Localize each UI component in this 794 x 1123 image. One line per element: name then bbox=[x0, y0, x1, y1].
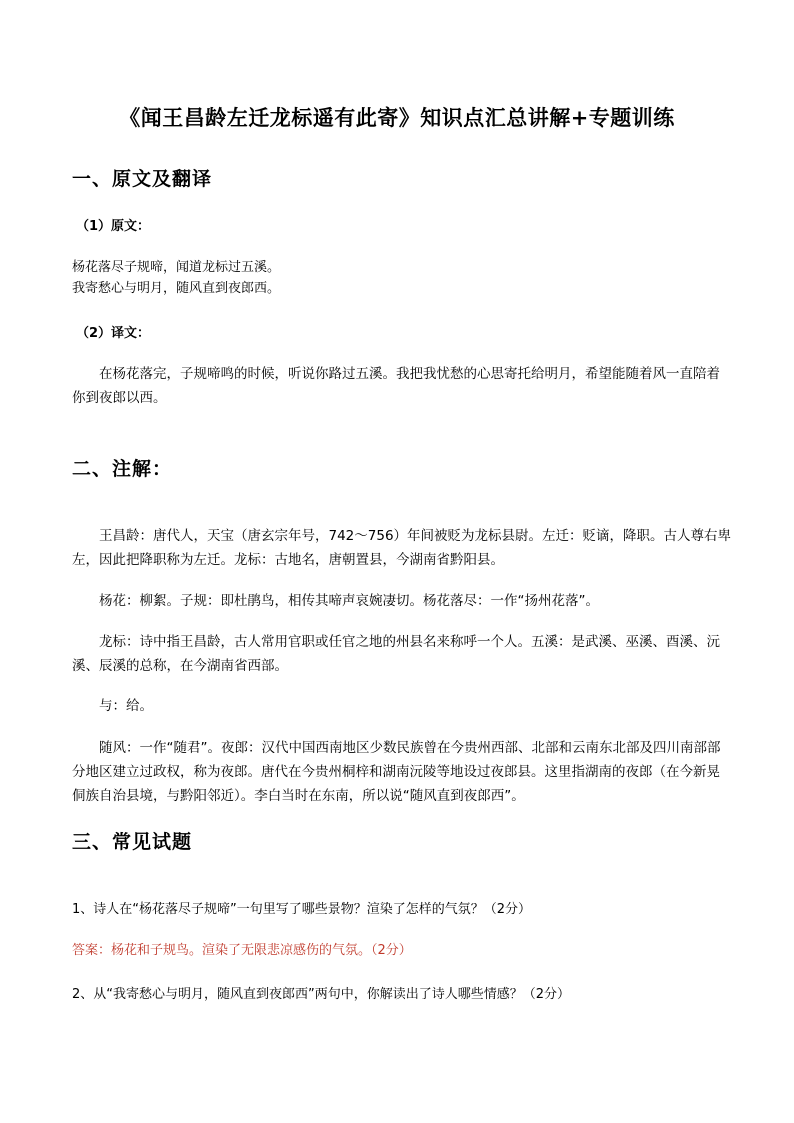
answer-1: 答案：杨花和子规鸟。渲染了无限悲凉感伤的气氛。（2分） bbox=[72, 943, 412, 958]
note-text: 杨花：柳絮。子规：即杜鹃鸟，相传其啼声哀婉凄切。杨花落尽：一作“扬州花落”。 bbox=[99, 593, 599, 609]
original-line-1: 杨花落尽子规啼，闻道龙标过五溪。 bbox=[72, 260, 281, 275]
note-text: 与：给。 bbox=[99, 698, 153, 714]
note-paragraph bbox=[72, 630, 732, 678]
note-paragraph bbox=[72, 589, 732, 613]
translation-paragraph bbox=[72, 362, 732, 410]
note-paragraph bbox=[72, 694, 732, 718]
original-label: （1）原文： bbox=[76, 219, 151, 234]
note-paragraph bbox=[72, 736, 732, 808]
original-line-2: 我寄愁心与明月，随风直到夜郎西。 bbox=[72, 281, 281, 296]
document-title: 《闻王昌龄左迁龙标遥有此寄》知识点汇总讲解+专题训练 bbox=[119, 105, 675, 130]
translation-label: （2）译文： bbox=[76, 326, 151, 341]
translation-text: 在杨花落完，子规啼鸣的时候，听说你路过五溪。我把我忧愁的心思寄托给明月，希望能随着风一直陪着你到夜郎以西。 bbox=[72, 366, 720, 406]
note-text: 龙标：诗中指王昌龄，古人常用官职或任官之地的州县名来称呼一个人。五溪：是武溪、巫溪、酉溪、沅溪、辰溪的总称，在今湖南省西部。 bbox=[72, 634, 720, 674]
question-2: 2、从“我寄愁心与明月，随风直到夜郎西”两句中，你解读出了诗人哪些情感？（2分） bbox=[72, 987, 571, 1002]
section-heading-original: 一、原文及翻译 bbox=[72, 168, 213, 190]
section-heading-questions: 三、常见试题 bbox=[72, 831, 193, 853]
note-paragraph bbox=[72, 524, 732, 572]
note-text: 随风：一作“随君”。夜郎：汉代中国西南地区少数民族曾在今贵州西部、北部和云南东北部及四川南部部分地区建立过政权，称为夜郎。唐代在今贵州桐梓和湖南沅陵等地设过夜郎县。这里指湖南的夜郎（在今新晃侗族自治县境，与黔阳邻近）。李白当时在东南，所以说“随风直到夜郎西”。 bbox=[72, 740, 721, 804]
note-text: 王昌龄：唐代人，天宝（唐玄宗年号，742～756）年间被贬为龙标县尉。左迁：贬谪，降职。古人尊右卑左，因此把降职称为左迁。龙标：古地名，唐朝置县，今湖南省黔阳县。 bbox=[72, 528, 732, 568]
question-1: 1、诗人在“杨花落尽子规啼”一句里写了哪些景物？渲染了怎样的气氛？（2分） bbox=[72, 902, 532, 917]
section-heading-notes: 二、注解： bbox=[72, 458, 173, 480]
